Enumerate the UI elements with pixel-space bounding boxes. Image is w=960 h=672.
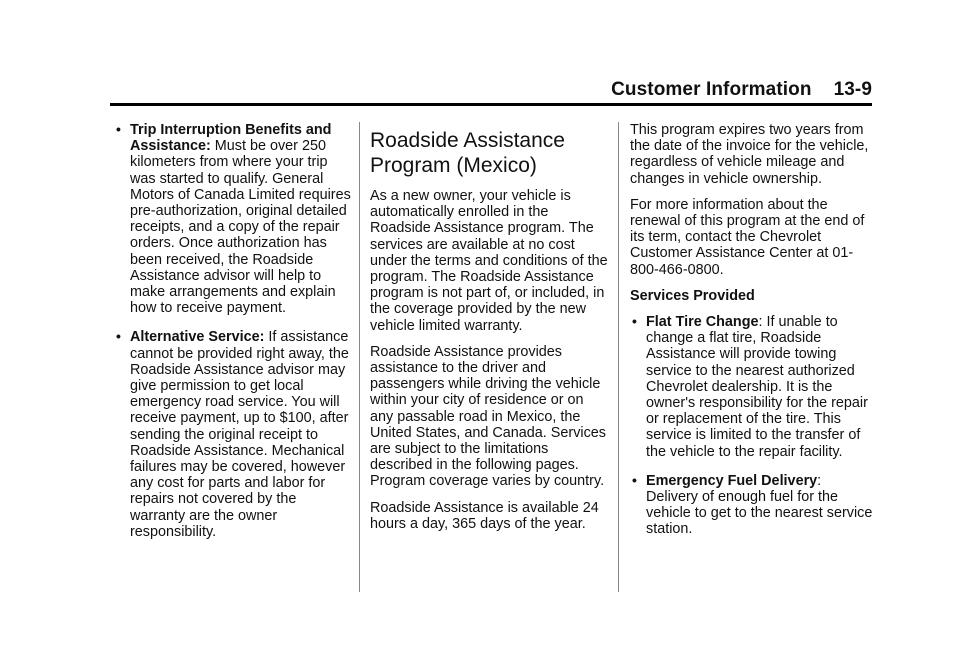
paragraph: For more information about the renewal of this program at the end of its term, contact the Chevrolet Customer Assistance Center at 01-800-466-0800. bbox=[630, 196, 865, 278]
bullet-flat-tire bbox=[630, 314, 875, 460]
paragraph: This program expires two years from the date of the invoice for the vehicle, regardless of vehicle mileage and changes in vehicle ownership. bbox=[630, 122, 869, 187]
bullet-title: Flat Tire Change bbox=[646, 314, 759, 331]
column-divider bbox=[359, 122, 360, 592]
header-title bbox=[611, 79, 872, 101]
page-header bbox=[110, 79, 872, 106]
column-right bbox=[630, 122, 875, 551]
bullet-title: Emergency Fuel Delivery bbox=[646, 472, 818, 489]
bullet-text: : If unable to change a flat tire, Roadside Assistance will provide towing service to the nearest authorized Chevrolet dealership. It is the owner's responsibility for the repair or replacement of the tire. This service is limited to the transfer of the vehicle to the repair facility. bbox=[646, 314, 868, 460]
paragraph: Roadside Assistance provides assistance to the driver and passengers while driving the vehicle within your city of residence or on any passable road in Mexico, the United States, and Canada. Services are subject to the limitations described in the following pages. Program coverage varies by country. bbox=[370, 343, 606, 490]
column-left bbox=[114, 122, 352, 553]
section-title: Customer Information bbox=[611, 79, 812, 100]
bullet-title: Trip Interruption Benefits and Assistance: bbox=[130, 122, 332, 155]
page-number: 13-9 bbox=[833, 79, 872, 100]
bullet-icon: • bbox=[632, 313, 637, 330]
section-heading: Roadside Assistance Program (Mexico) bbox=[370, 129, 565, 177]
bullet-icon: • bbox=[632, 471, 637, 488]
paragraph: As a new owner, your vehicle is automatically enrolled in the Roadside Assistance program. The services are available at no cost under the terms and conditions of the program. The Roadside Assistance program is not part of, or included, in the coverage provided by the new vehicle limited warranty. bbox=[370, 188, 608, 334]
subheading: Services Provided bbox=[630, 287, 755, 304]
bullet-trip-interruption bbox=[114, 122, 352, 316]
paragraph: Roadside Assistance is available 24 hours a day, 365 days of the year. bbox=[370, 499, 599, 532]
bullet-icon: • bbox=[116, 328, 121, 345]
bullet-text: If assistance cannot be provided right away, the Roadside Assistance advisor may give permission to get local emergency road service. You will receive payment, up to $100, after sending the original receipt to Roadside Assistance. Mechanical failures may be covered, however any cost for parts and labor for repairs not covered by the warranty are the owner responsibility. bbox=[130, 329, 349, 540]
bullet-title: Alternative Service: bbox=[130, 329, 265, 346]
bullet-text: : Delivery of enough fuel for the vehicle to get to the nearest service station. bbox=[646, 472, 873, 538]
column-middle bbox=[370, 122, 610, 542]
bullet-text: Must be over 250 kilometers from where your trip was started to qualify. General Motors of Canada Limited requires pre-authorization, original detailed receipts, and a copy of the repair orders. Once authorization has been received, the Roadside Assistance advisor will help to make arrangements and explain how to receive payment. bbox=[130, 138, 351, 317]
bullet-alternative-service bbox=[114, 329, 352, 540]
bullet-icon: • bbox=[116, 121, 121, 137]
bullet-fuel-delivery bbox=[630, 473, 875, 538]
column-divider bbox=[618, 122, 619, 592]
